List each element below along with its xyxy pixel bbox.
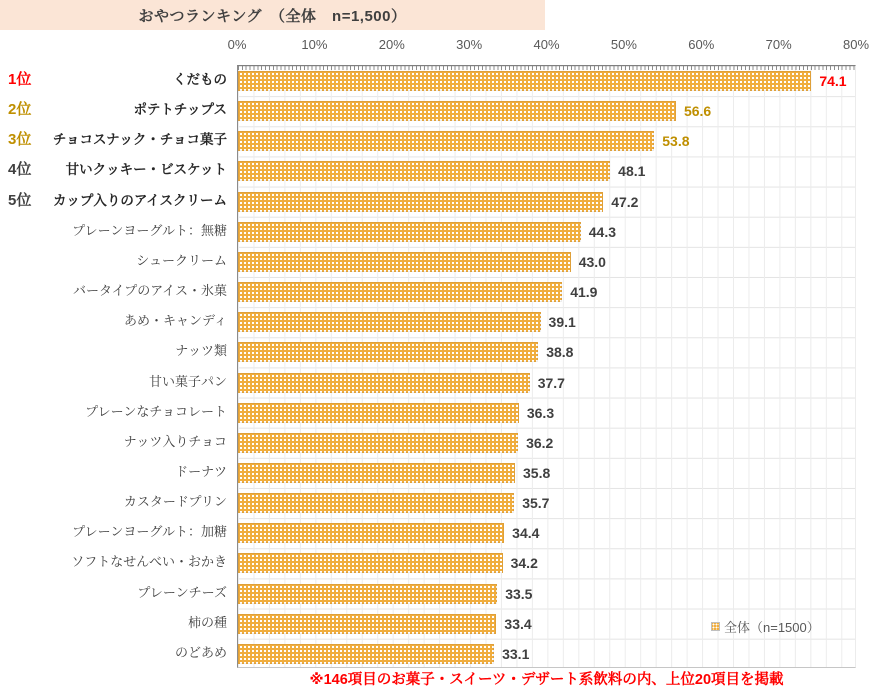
- bar: [238, 71, 811, 91]
- bar-value-label: 33.4: [504, 615, 532, 632]
- bar: [238, 493, 514, 513]
- bar: [238, 584, 497, 604]
- category-label: カスタードプリン: [123, 494, 227, 510]
- bar-value-label: 36.3: [526, 404, 555, 421]
- x-axis-tick-labels: [0, 37, 881, 57]
- legend-label: 全体（n=1500）: [724, 620, 820, 635]
- bar-value-label: 53.8: [662, 133, 690, 150]
- chart-title: おやつランキング （全体 n=1,500）: [138, 7, 407, 25]
- x-axis-tick-label: 0%: [227, 37, 247, 52]
- bar-value-label: 36.2: [526, 434, 554, 451]
- bar-value-label: 74.1: [819, 73, 847, 89]
- bar: [238, 373, 530, 393]
- bar: [238, 463, 515, 483]
- legend-swatch-icon: [711, 622, 720, 631]
- x-axis-tick-label: 10%: [301, 37, 328, 52]
- bar: [238, 161, 610, 181]
- category-label: 甘いクッキー・ビスケット: [65, 162, 227, 178]
- bar-value-label: 33.5: [505, 585, 533, 602]
- category-label: 甘い菓子パン: [148, 373, 227, 389]
- bar: [238, 342, 538, 362]
- rank-label: 4位: [8, 161, 32, 179]
- bar: [238, 282, 562, 302]
- bar-value-label: 34.4: [512, 525, 540, 542]
- bar: [238, 131, 654, 151]
- bar-value-label: 37.7: [537, 374, 565, 391]
- bar: [238, 403, 519, 423]
- x-axis-tick-label: 60%: [688, 37, 715, 52]
- bar-value-label: 41.9: [570, 284, 598, 301]
- category-label: プレーンヨーグルト：加糖: [72, 524, 227, 540]
- bar-value-label: 43.0: [578, 253, 606, 270]
- rank-label: 1位: [8, 71, 32, 88]
- category-label: チョコスナック・チョコ菓子: [52, 132, 227, 148]
- bar: [238, 312, 541, 332]
- category-label: ソフトなせんべい・おかき: [71, 554, 227, 570]
- category-label: カップ入りのアイスクリーム: [52, 192, 227, 208]
- category-label: ナッツ入りチョコ: [123, 433, 227, 449]
- bar-value-label: 38.8: [546, 344, 574, 361]
- category-label: プレーンなチョコレート: [85, 403, 227, 419]
- plot-area: [237, 65, 856, 668]
- x-axis-tick-label: 30%: [456, 37, 483, 52]
- bar: [238, 644, 494, 664]
- bar: [238, 433, 518, 453]
- x-axis-tick-label: 50%: [610, 37, 637, 52]
- chart-footnote: ※146項目のお菓子・スイーツ・デザート系飲料の内、上位20項目を掲載: [309, 672, 784, 688]
- category-label: プレーンチーズ: [137, 584, 227, 600]
- bar-value-label: 34.2: [510, 555, 538, 572]
- bar-value-label: 44.3: [588, 223, 617, 240]
- bar: [238, 523, 504, 543]
- bar: [238, 192, 603, 212]
- chart-title-band: [0, 0, 545, 30]
- bar: [238, 614, 496, 634]
- category-label: あめ・キャンディ: [124, 313, 227, 329]
- bar: [238, 252, 571, 272]
- category-label: くだもの: [173, 72, 227, 87]
- bar-value-label: 33.1: [502, 645, 530, 662]
- category-label: ドーナツ: [175, 463, 227, 479]
- bar-value-label: 56.6: [683, 103, 712, 120]
- category-label: 柿の種: [187, 614, 227, 630]
- bar: [238, 101, 676, 121]
- x-axis-tick-label: 20%: [378, 37, 405, 52]
- category-label: ナッツ類: [175, 343, 227, 359]
- rank-label: 5位: [8, 191, 32, 209]
- category-label: のどあめ: [174, 644, 227, 660]
- rank-label: 2位: [8, 101, 32, 119]
- bar: [238, 222, 581, 242]
- category-label: プレーンヨーグルト：無糖: [72, 222, 227, 238]
- x-axis-tick-label: 40%: [533, 37, 560, 52]
- bar-value-label: 35.8: [523, 464, 551, 481]
- bar: [238, 553, 503, 573]
- bar-value-label: 35.7: [522, 495, 550, 512]
- bar-value-label: 47.2: [611, 193, 639, 210]
- x-axis-minor-ticks: [238, 66, 855, 70]
- category-label: シュークリーム: [136, 252, 227, 268]
- rank-label: 3位: [8, 131, 32, 149]
- x-axis-tick-label: 80%: [842, 37, 870, 52]
- bar-value-label: 39.1: [548, 314, 576, 331]
- category-label: バータイプのアイス・氷菓: [72, 283, 227, 299]
- bar-value-label: 48.1: [618, 163, 646, 180]
- legend: [711, 617, 820, 636]
- category-label: ポテトチップス: [133, 102, 227, 118]
- x-axis-tick-label: 70%: [765, 37, 792, 52]
